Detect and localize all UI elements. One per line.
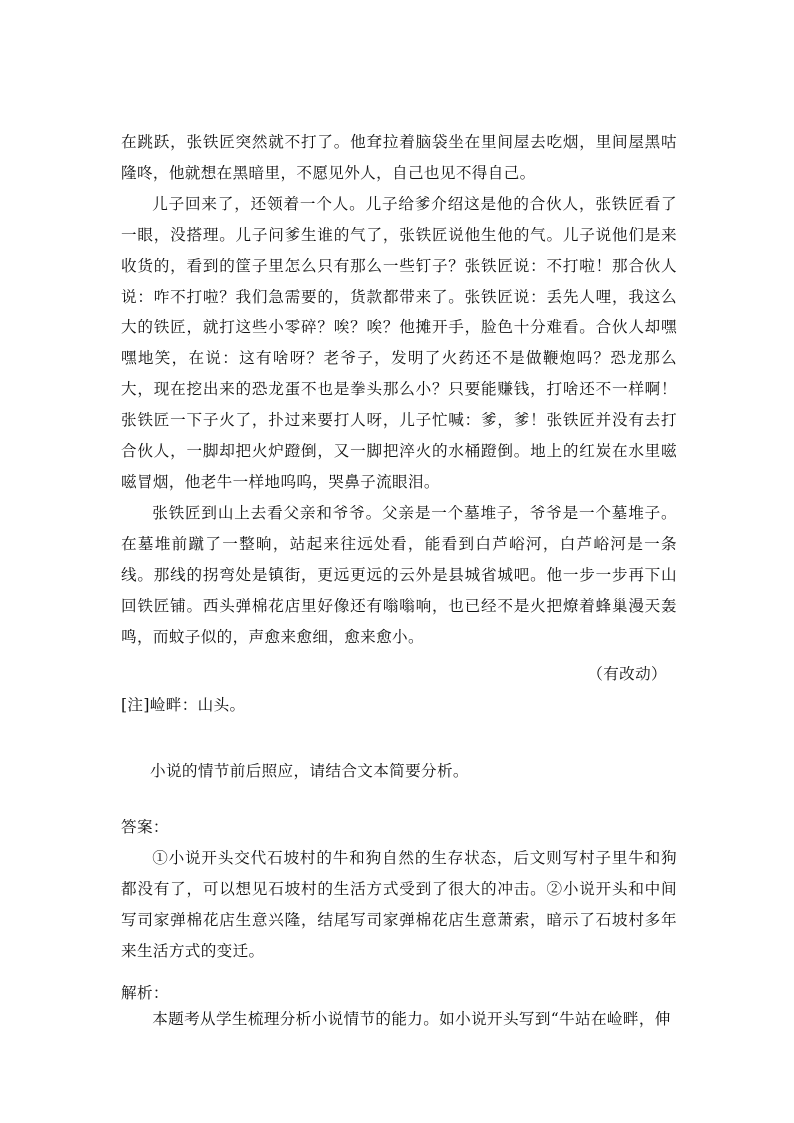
- story-paragraph: 张铁匠到山上去看父亲和爷爷。父亲是一个墓堆子，爷爷是一个墓堆子。在墓堆前蹴了一整晌，站起来往远处看，能看到白芦峪河，白芦峪河是一条线。那线的拐弯处是镇街，更远更远的云外是县城省城吧。他一步一步再下山回铁匠铺。西头弹棉花店里好像还有嗡嗡响，也已经不是火把燎着蜂巢漫天轰鸣，而蚊子似的，声愈来愈细，愈来愈小。: [121, 503, 677, 646]
- story-paragraph: 在跳跃，张铁匠突然就不打了。他耷拉着脑袋坐在里间屋去吃烟，里间屋黑咕隆咚，他就想在黑暗里，不愿见外人，自己也见不得自己。: [121, 133, 677, 182]
- answer-text: ①小说开头交代石坡村的牛和狗自然的生存状态，后文则写村子里牛和狗都没有了，可以想见石坡村的生活方式受到了很大的冲击。②小说开头和中间写司家弹棉花店生意兴隆，结尾写司家弹棉花店生意萧索，暗示了石坡村多年来生活方式的变迁。: [121, 849, 677, 960]
- source-note: （有改动）: [587, 665, 667, 683]
- answer-label: 答案：: [121, 818, 169, 836]
- question-text: 小说的情节前后照应，请结合文本简要分析。: [150, 762, 469, 780]
- answer-body: [121, 843, 677, 967]
- analysis-body: [121, 1004, 677, 1035]
- analysis-text: 本题考从学生梳理分析小说情节的能力。如小说开头写到“牛站在崄畔，伸: [152, 1010, 671, 1028]
- story-paragraph: 儿子回来了，还领着一个人。儿子给爹介绍这是他的合伙人，张铁匠看了一眼，没搭理。儿子问爹生谁的气了，张铁匠说他生他的气。儿子说他们是来收货的，看到的筐子里怎么只有那么一些钉子？张铁匠说：不打啦！那合伙人说：咋不打啦？我们急需要的，货款都带来了。张铁匠说：丢先人哩，我这么大的铁匠，就打这些小零碎？唉？唉？他摊开手，脸色十分难看。合伙人却嘿嘿地笑，在说：这有啥呀？老爷子，发明了火药还不是做鞭炮吗？恐龙那么大，现在挖出来的恐龙蛋不也是拳头那么小？只要能赚钱，打啥还不一样啊！张铁匠一下子火了，扑过来要打人呀，儿子忙喊：爹，爹！张铁匠并没有去打合伙人，一脚却把火炉蹬倒，又一脚把淬火的水桶蹬倒。地上的红炭在水里嗞嗞冒烟，他老牛一样地呜呜，哭鼻子流眼泪。: [121, 194, 677, 491]
- story-text: [121, 127, 677, 652]
- analysis-label: 解析：: [121, 984, 169, 1002]
- footnote: [注]崄畔：山头。: [121, 696, 246, 714]
